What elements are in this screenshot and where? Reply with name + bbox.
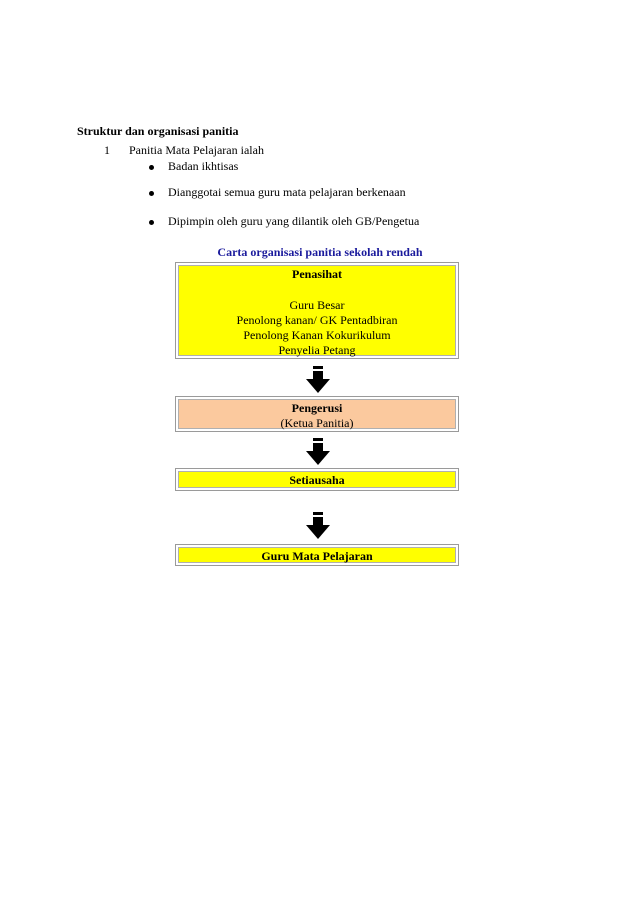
penasihat-member: Penolong kanan/ GK Pentadbiran [236,313,398,327]
bullet-text: Badan ikhtisas [168,159,239,173]
list-number: 1 [104,143,110,157]
bullet-dot-icon [149,191,154,196]
penasihat-member: Penyelia Petang [278,343,356,357]
arrow-down-icon [305,366,331,394]
list-item-text: Panitia Mata Pelajaran ialah [129,143,264,157]
section-heading: Struktur dan organisasi panitia [77,124,239,138]
bullet-item [149,214,419,229]
penasihat-title: Penasihat [291,267,342,281]
org-chart-title: Carta organisasi panitia sekolah rendah [217,245,423,259]
guru-mata-pelajaran-box [175,544,459,566]
arrow-down-icon [305,512,331,540]
bullet-dot-icon [149,165,154,170]
bullet-text: Dipimpin oleh guru yang dilantik oleh GB/Pengetua [168,214,420,228]
penasihat-member: Penolong Kanan Kokurikulum [243,328,391,342]
pengerusi-title: Pengerusi [291,401,343,415]
bullet-item [149,185,406,200]
penasihat-box [175,262,459,359]
arrow-down-icon [305,438,331,466]
setiausaha-box [175,468,459,491]
bullet-item [149,159,238,174]
pengerusi-box [175,396,459,432]
penasihat-member: Guru Besar [289,298,345,312]
bullet-dot-icon [149,220,154,225]
bullet-text: Dianggotai semua guru mata pelajaran berkenaan [168,185,406,199]
spacer [176,282,458,298]
setiausaha-title: Setiausaha [289,473,345,487]
pengerusi-subtitle: (Ketua Panitia) [280,416,354,430]
guru-title: Guru Mata Pelajaran [261,549,373,563]
